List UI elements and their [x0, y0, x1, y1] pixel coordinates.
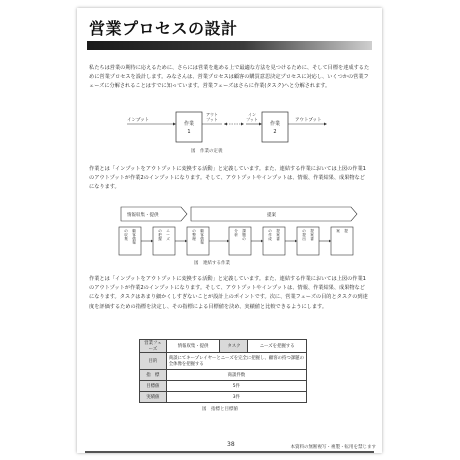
- table-caption: 図 指標と目標値: [202, 407, 238, 412]
- task-box-label: 顧客情報: [132, 229, 136, 245]
- table-cell: 目的: [140, 353, 167, 370]
- task-box: [187, 227, 209, 255]
- input-label-2a: イン: [248, 112, 256, 117]
- task-definition-diagram: [89, 106, 370, 158]
- task-box: [153, 227, 175, 255]
- arrowhead-in-2: [259, 123, 262, 126]
- linked-tasks-diagram: [89, 204, 370, 270]
- task-box-1-label: 作業: [183, 121, 195, 127]
- task-box-label: 案: [336, 229, 340, 233]
- task-connector-arrowhead: [185, 240, 187, 243]
- table-cell: 情報収集・提供: [166, 340, 220, 353]
- dashed-arrowhead-left: [224, 123, 227, 126]
- diagram2-caption: 図 連結する作業: [194, 261, 230, 266]
- task-box: [119, 227, 141, 255]
- task-box: [331, 227, 353, 255]
- phase-label-2: 提案: [267, 213, 276, 218]
- title-underline-bar: [87, 41, 372, 50]
- input-label-2b: プット: [246, 117, 258, 122]
- arrowhead-in-1: [173, 123, 176, 126]
- table-row: [140, 353, 307, 370]
- input-label-1: インプット: [127, 118, 150, 123]
- page-title: 営業プロセスの設計: [89, 19, 238, 38]
- intro-paragraph: 私たちは営業の期待に応えるために、さらには営業を進める上で最適な方法を見つけるために、そして目標を達成するために営業プロセスを設計します。みなさんは、営業プロセスは顧客の購買意思決定プロセスに対応し、いくつかの営業フェーズに分解されることはすでに知っています。営業フェーズはさらに作業(タスク)へと分解されます。: [89, 65, 370, 90]
- table-cell: 5件: [166, 381, 306, 392]
- output-label-1b: プット: [206, 117, 218, 122]
- task-box-2: [262, 112, 288, 142]
- table-cell: ニーズを把握する: [248, 340, 307, 353]
- output-label-2: アウトプット: [295, 118, 322, 123]
- footer-rule: [85, 451, 374, 453]
- table-row: [140, 381, 307, 392]
- table-cell: タスク: [220, 340, 248, 353]
- task-box-label: 提案書: [276, 229, 280, 241]
- task-box-label: の整理: [192, 229, 196, 241]
- table-cell: 商談にてキープレイヤーとニーズを完全に把握し、顧客の持つ課題の全体像を把握する: [166, 353, 306, 370]
- metrics-table: [139, 339, 307, 403]
- task-box-2-label: 作業: [269, 121, 281, 127]
- task-definition-paragraph: 作業とは「インプットをアウトプットに変換する活動」と定義しています。また、連結する作業においては上図の作業1のアウトプットが作業2のインプットになります。そして、アウトプットやインプットは、情報、作業結果、成果物などになります。: [89, 166, 366, 191]
- task-box: [297, 227, 319, 255]
- phase-label-1: 情報収集・提供: [127, 213, 159, 218]
- table-cell: 3件: [166, 392, 306, 403]
- metrics-paragraph: 作業とは「インプットをアウトプットに変換する活動」と定義しています。また、連結する作業においては上図の作業1のアウトプットが作業2のインプットになります。そして、アウトプットやインプットは、情報、作業結果、成果物などになります。タスクはあまり細かくしすぎないことが設計上のポイントです。次に、営業フェーズの目的とタスクの到達度を評価するための指標を決定し、その指標による目標値を決め、実績値と比較できるようにします。: [89, 276, 368, 310]
- table-cell: 指 標: [140, 370, 167, 381]
- task-box-label: 分析: [234, 229, 238, 237]
- output-label-1a: アウト: [206, 112, 218, 117]
- arrowhead-out-2: [324, 123, 327, 126]
- task-box-label: の作成: [268, 229, 272, 241]
- task-box-label: の収集: [124, 229, 128, 241]
- task-chain: [119, 227, 353, 255]
- task-box-1-number: 1: [187, 129, 191, 135]
- task-connector-arrowhead: [227, 240, 229, 243]
- table-row: [140, 340, 307, 353]
- task-box-label: 提: [344, 229, 348, 233]
- task-box: [229, 227, 251, 255]
- table-cell: 目標値: [140, 381, 167, 392]
- task-box-label: の提出: [302, 229, 306, 241]
- table-row: [140, 392, 307, 403]
- task-box-label: 提案書: [310, 229, 314, 241]
- table-row: [140, 370, 307, 381]
- task-box-label: 課題の: [242, 229, 246, 241]
- dashed-arrowhead-right: [241, 123, 244, 126]
- diagram1-caption: 図 作業の定義: [191, 149, 223, 154]
- document-page: [77, 8, 382, 453]
- task-connector-arrowhead: [151, 240, 153, 243]
- task-box: [263, 227, 285, 255]
- page-number: 38: [227, 441, 235, 448]
- table-cell: 実績値: [140, 392, 167, 403]
- task-box-label: ニーズ: [166, 229, 170, 241]
- task-box-2-number: 2: [273, 129, 277, 135]
- copyright-notice: 本資料の無断複写・複製・転用を禁じます: [290, 445, 376, 450]
- table-cell: 営業フェーズ: [140, 340, 167, 353]
- task-box-label: 顧客情報: [200, 229, 204, 245]
- task-box-label: の把握: [158, 229, 162, 241]
- table-cell: 商談件数: [166, 370, 306, 381]
- task-box-1: [176, 112, 202, 142]
